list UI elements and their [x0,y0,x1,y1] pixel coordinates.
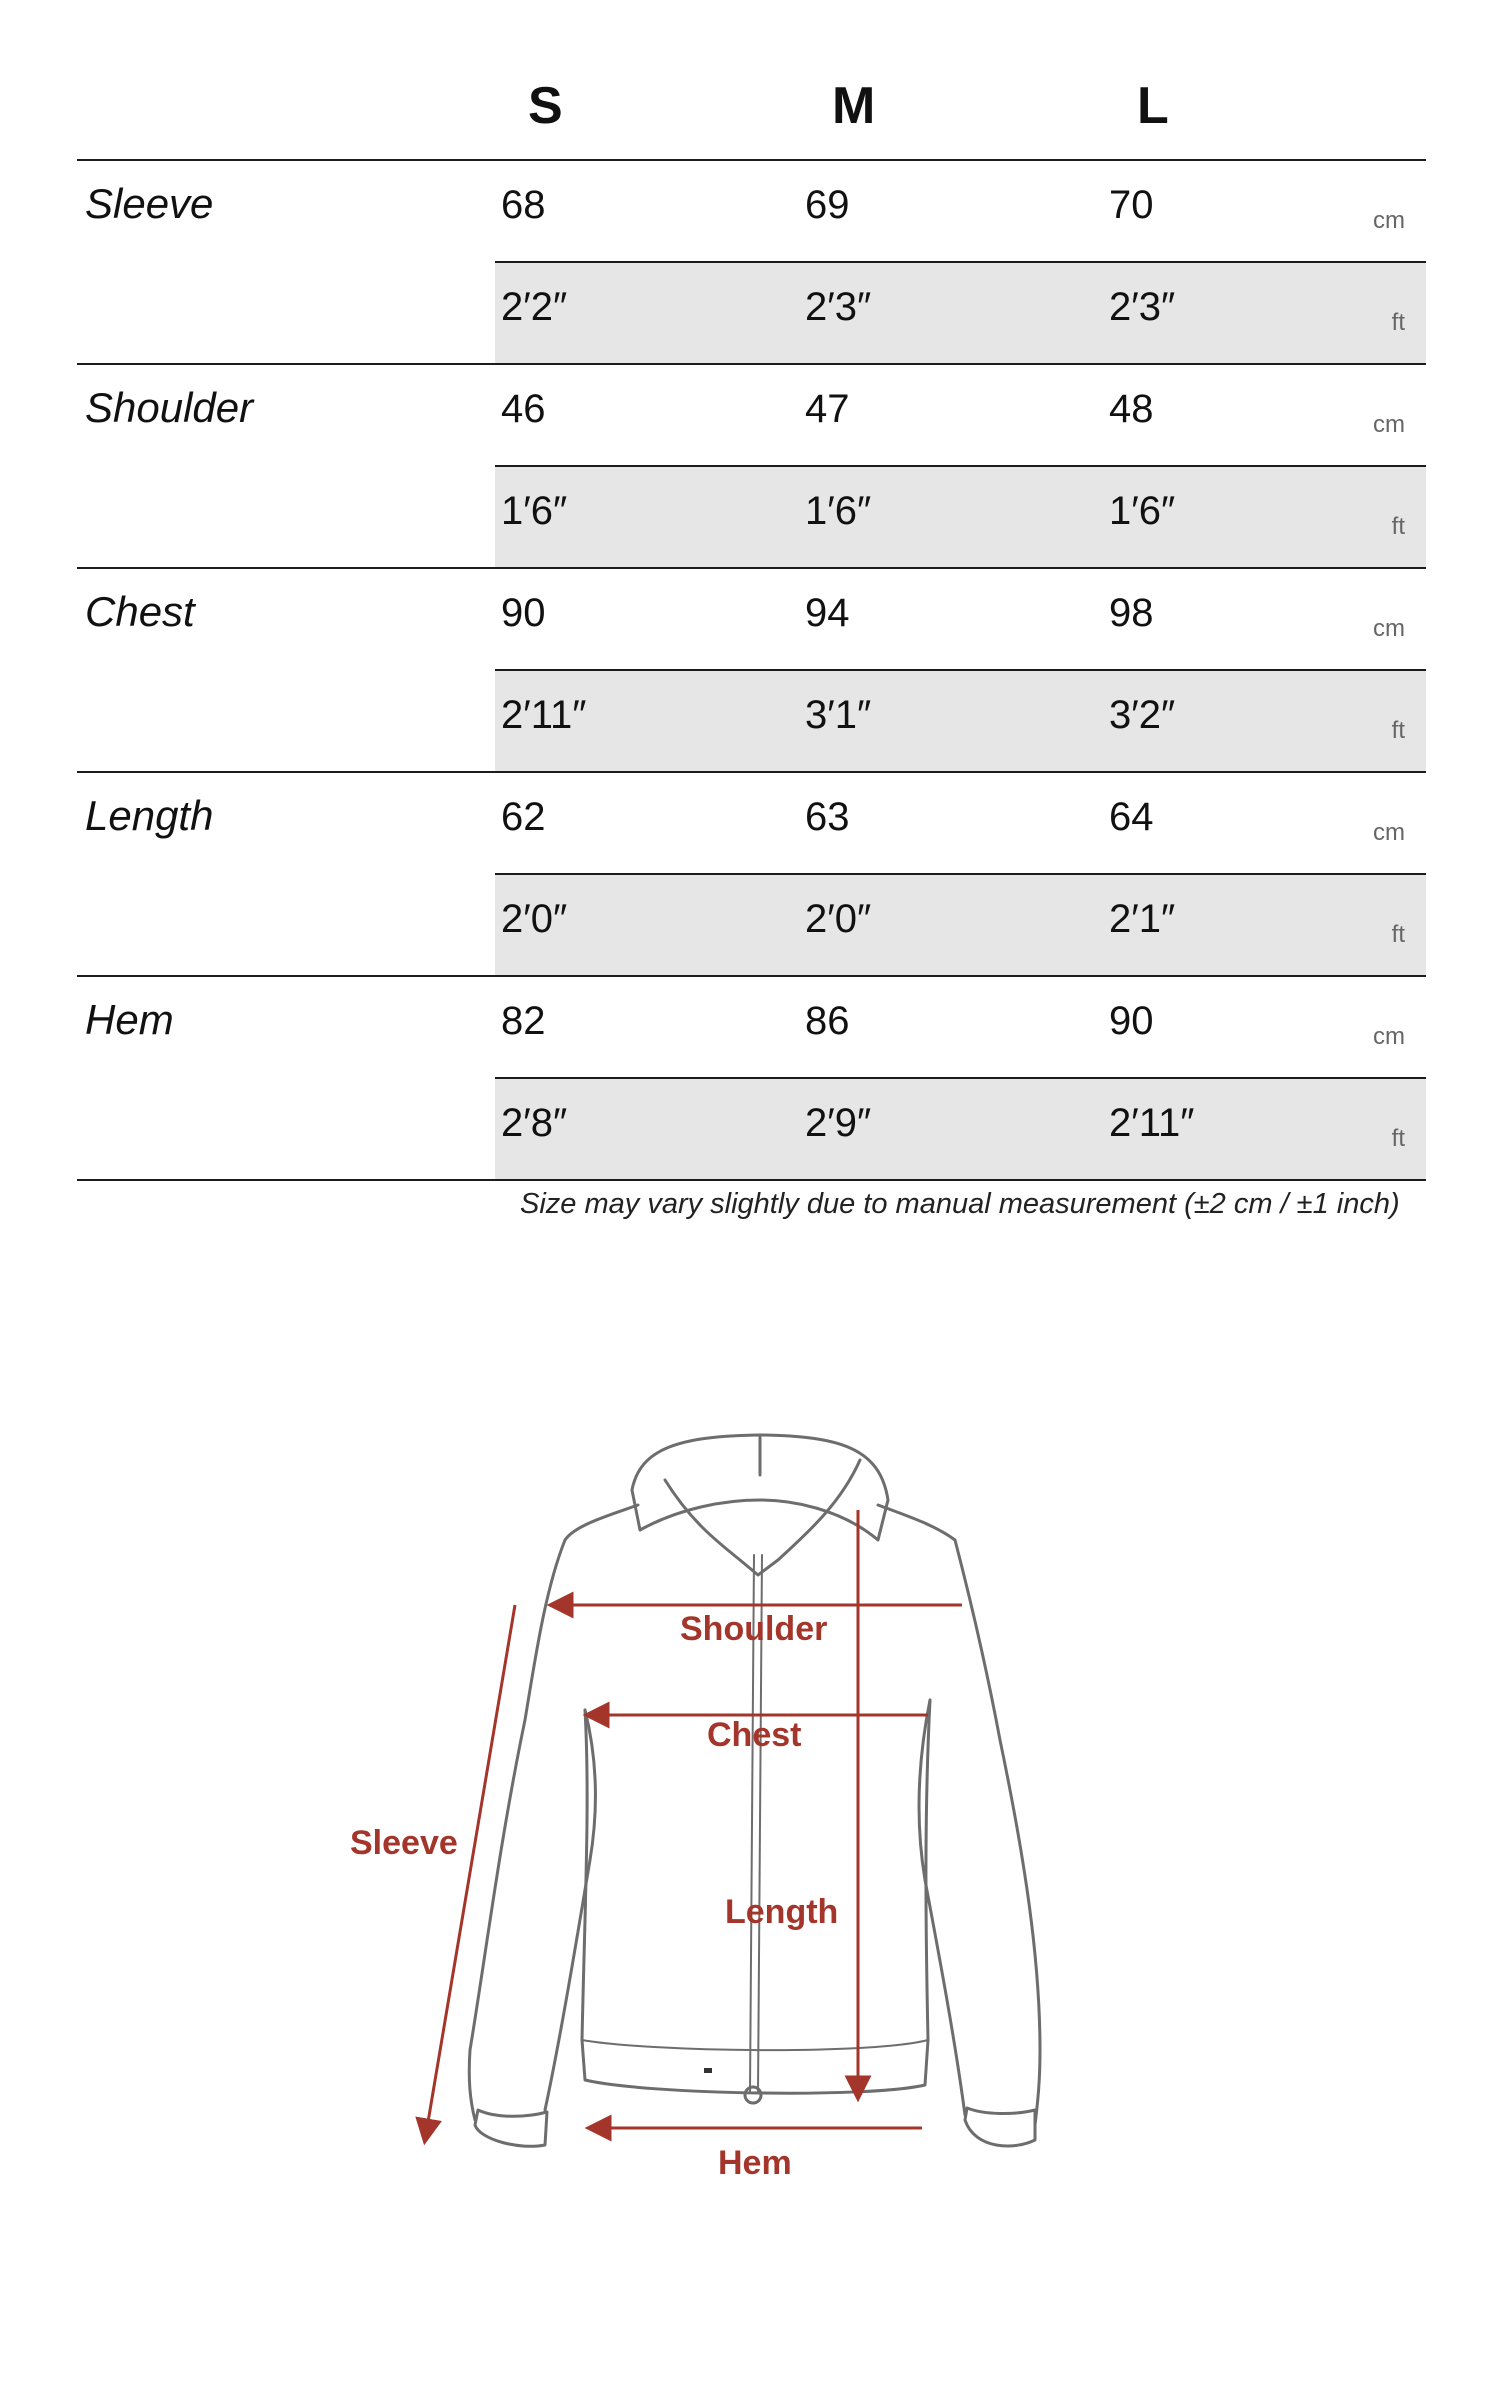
cell-s-ft: 1′6″ [501,489,568,533]
cell-m-ft: 1′6″ [805,489,872,533]
measurement-footnote: Size may vary slightly due to manual measurement (±2 cm / ±1 inch) [520,1188,1400,1220]
cell-s-cm: 46 [501,387,546,431]
cell-s-ft: 2′11″ [501,693,587,737]
unit-label-ft: ft [1391,513,1405,540]
unit-label-ft: ft [1391,717,1405,744]
unit-label-ft: ft [1391,309,1405,336]
chest-label: Chest [707,1716,802,1754]
measurement-name: Length [85,792,214,839]
length-label: Length [725,1893,839,1931]
hem-band-top-line [582,2040,928,2050]
cell-l-ft: 3′2″ [1109,693,1176,737]
cell-l-cm: 70 [1109,183,1154,227]
cell-l-ft: 2′11″ [1109,1101,1195,1145]
hood-opening-outline [665,1460,860,1575]
body-left-side-outline [582,1710,587,2040]
left-cuff-outline [475,2110,547,2146]
shoulder-label: Shoulder [680,1610,828,1648]
cell-l-cm: 48 [1109,387,1154,431]
measurement-name: Chest [85,588,195,635]
cell-s-ft: 2′2″ [501,285,568,329]
zipper-line [750,1555,754,2092]
cm-row [495,977,1426,1077]
cell-m-cm: 94 [805,591,850,635]
cell-l-ft: 2′1″ [1109,897,1176,941]
cell-l-cm: 64 [1109,795,1154,839]
hood-back-outline [632,1435,888,1540]
zipper-pull [745,2087,761,2103]
cell-m-ft: 2′9″ [805,1101,872,1145]
ft-row [495,263,1426,363]
hoodie-outline [469,1435,1040,2146]
measurement-group-shoulder [77,365,1426,569]
size-header-row [77,60,1426,161]
cell-l-cm: 90 [1109,999,1154,1043]
ft-row [495,1079,1426,1179]
cell-s-cm: 62 [501,795,546,839]
measurement-group-length [77,773,1426,977]
unit-label-cm: cm [1373,207,1405,234]
cell-l-ft: 1′6″ [1109,489,1176,533]
right-sleeve-outline [878,1505,1040,2125]
size-m-header: M [832,77,876,135]
unit-label-ft: ft [1391,1125,1405,1152]
measurement-group-chest [77,569,1426,773]
cm-row [495,773,1426,873]
size-s-header: S [528,77,563,135]
cell-m-ft: 2′3″ [805,285,872,329]
cm-row [495,569,1426,669]
sleeve-arrow [425,1605,515,2140]
measurement-name: Sleeve [85,180,214,227]
ft-row [495,875,1426,975]
unit-label-ft: ft [1391,921,1405,948]
body-right-side-outline [926,1700,930,2040]
measurement-arrows [425,1510,962,2140]
ft-row [495,467,1426,567]
cell-s-cm: 90 [501,591,546,635]
unit-label-cm: cm [1373,615,1405,642]
cell-m-cm: 86 [805,999,850,1043]
left-sleeve-inner-outline [545,1710,595,2110]
zipper-line-2 [758,1555,762,2092]
hem-label: Hem [718,2144,792,2182]
left-sleeve-outline [469,1505,638,2120]
cm-row [495,161,1426,261]
size-chart-table [77,60,1426,1181]
measurement-name: Shoulder [85,384,254,431]
cell-m-ft: 2′0″ [805,897,872,941]
sleeve-label: Sleeve [350,1824,458,1862]
right-cuff-outline [965,2108,1035,2146]
ft-row [495,671,1426,771]
measurement-name: Hem [85,996,174,1043]
cell-s-ft: 2′0″ [501,897,568,941]
cell-m-ft: 3′1″ [805,693,872,737]
cell-l-cm: 98 [1109,591,1154,635]
right-sleeve-inner-outline [919,1700,965,2115]
hem-label-tag [704,2068,712,2073]
unit-label-cm: cm [1373,819,1405,846]
cell-s-cm: 68 [501,183,546,227]
size-l-header: L [1137,77,1169,135]
measurement-group-hem [77,977,1426,1181]
cell-s-ft: 2′8″ [501,1101,568,1145]
unit-label-cm: cm [1373,411,1405,438]
cell-s-cm: 82 [501,999,546,1043]
cell-m-cm: 63 [805,795,850,839]
cell-m-cm: 69 [805,183,850,227]
measurement-group-sleeve [77,161,1426,365]
unit-label-cm: cm [1373,1023,1405,1050]
cm-row [495,365,1426,465]
cell-m-cm: 47 [805,387,850,431]
hem-band-outline [582,2040,928,2093]
cell-l-ft: 2′3″ [1109,285,1176,329]
